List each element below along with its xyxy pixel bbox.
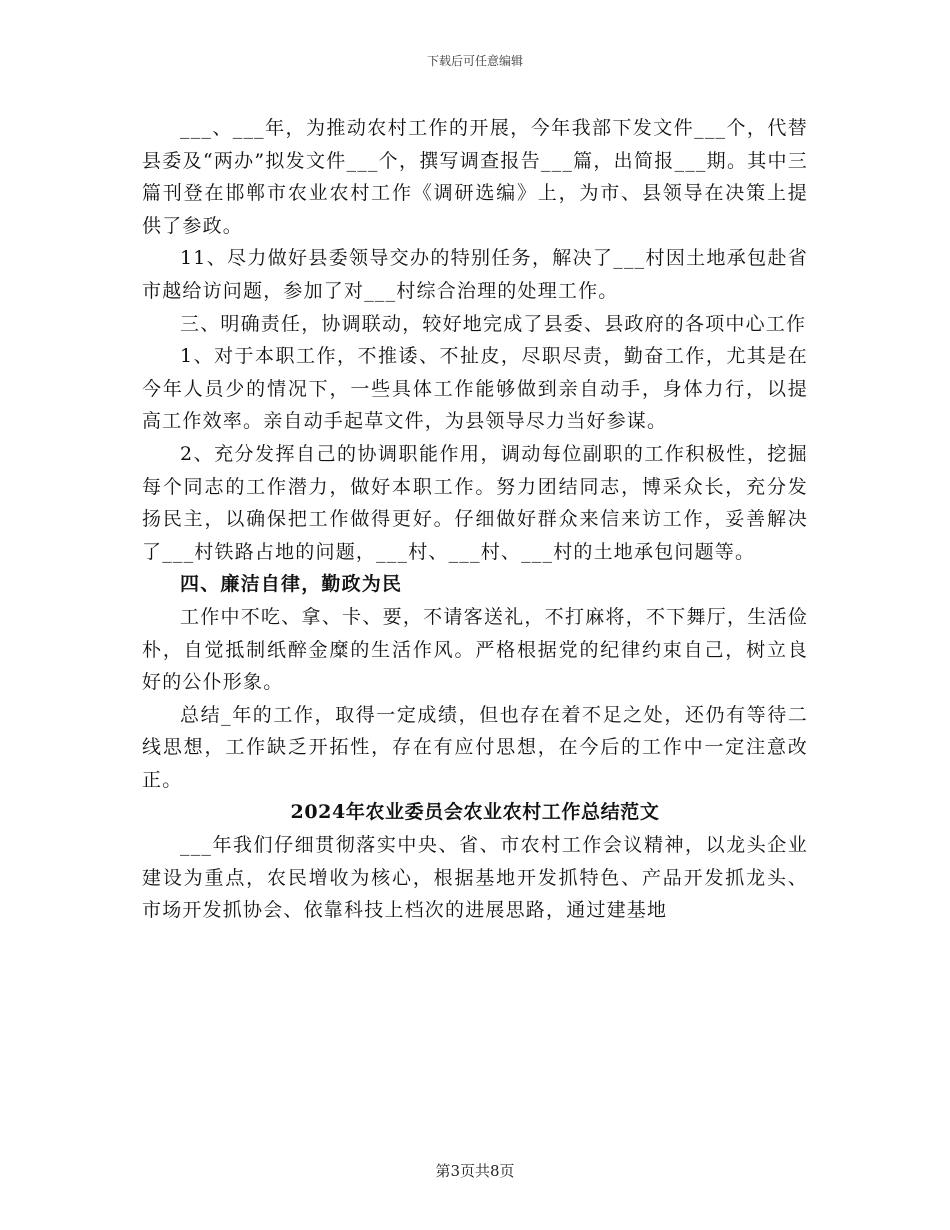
paragraph-item-2: 2、充分发挥自己的协调职能作用，调动每位副职的工作积极性，挖掘每个同志的工作潜力，做好本职工作。努力团结同志，博采众长，充分发扬民主，以确保把工作做得更好。仔细做好群众来信来访工作，妥善解决了___村铁路占地的问题，___村、___村、___村的土地承包问题等。 <box>142 442 808 563</box>
article-title: 2024年农业委员会农业农村工作总结范文 <box>290 801 660 824</box>
paragraph-item-1: 1、对于本职工作，不推诿、不扯皮，尽职尽责，勤奋工作，尤其是在今年人员少的情况下，一些具体工作能够做到亲自动手，身体力行，以提高工作效率。亲自动手起草文件，为县领导尽力当好参谋。 <box>142 345 808 433</box>
section-heading-three: 三、明确责任，协调联动，较好地完成了县委、县政府的各项中心工作 <box>180 312 807 335</box>
page-number-footer: 第3页共8页 <box>435 1162 515 1180</box>
paragraph-integrity: 工作中不吃、拿、卡、要，不请客送礼，不打麻将，不下舞厅，生活俭朴，自觉抵制纸醉金糜的生活作风。严格根据党的纪律约束自己，树立良好的公仆形象。 <box>142 605 808 694</box>
paragraph-new-article-intro: ___年我们仔细贯彻落实中央、省、市农村工作会议精神，以龙头企业建设为重点，农民增收为核心，根据基地开发抓特色、产品开发抓龙头、市场开发抓协会、依靠科技上档次的进展思路，通过建基地 <box>142 834 808 922</box>
paragraph-conclusion: 总结_年的工作，取得一定成绩，但也存在着不足之处，还仍有等待二线思想，工作缺乏开拓性，存在有应付思想，在今后的工作中一定注意改正。 <box>142 703 808 791</box>
document-body <box>142 112 808 927</box>
page-header-note: 下载后可任意编辑 <box>426 54 523 68</box>
paragraph-item-11: 11、尽力做好县委领导交办的特别任务，解决了___村因土地承包赴省市越给访问题，参加了对___村综合治理的处理工作。 <box>142 247 808 302</box>
paragraph-documents-summary: ___、___年，为推动农村工作的开展，今年我部下发文件___个，代替县委及“两办”拟发文件___个，撰写调查报告___篇，出简报___期。其中三篇刊登在邯郸市农业农村工作《调研选编》上，为市、县领导在决策上提供了参政。 <box>142 117 808 237</box>
section-heading-four: 四、廉洁自律，勤政为民 <box>180 573 403 596</box>
